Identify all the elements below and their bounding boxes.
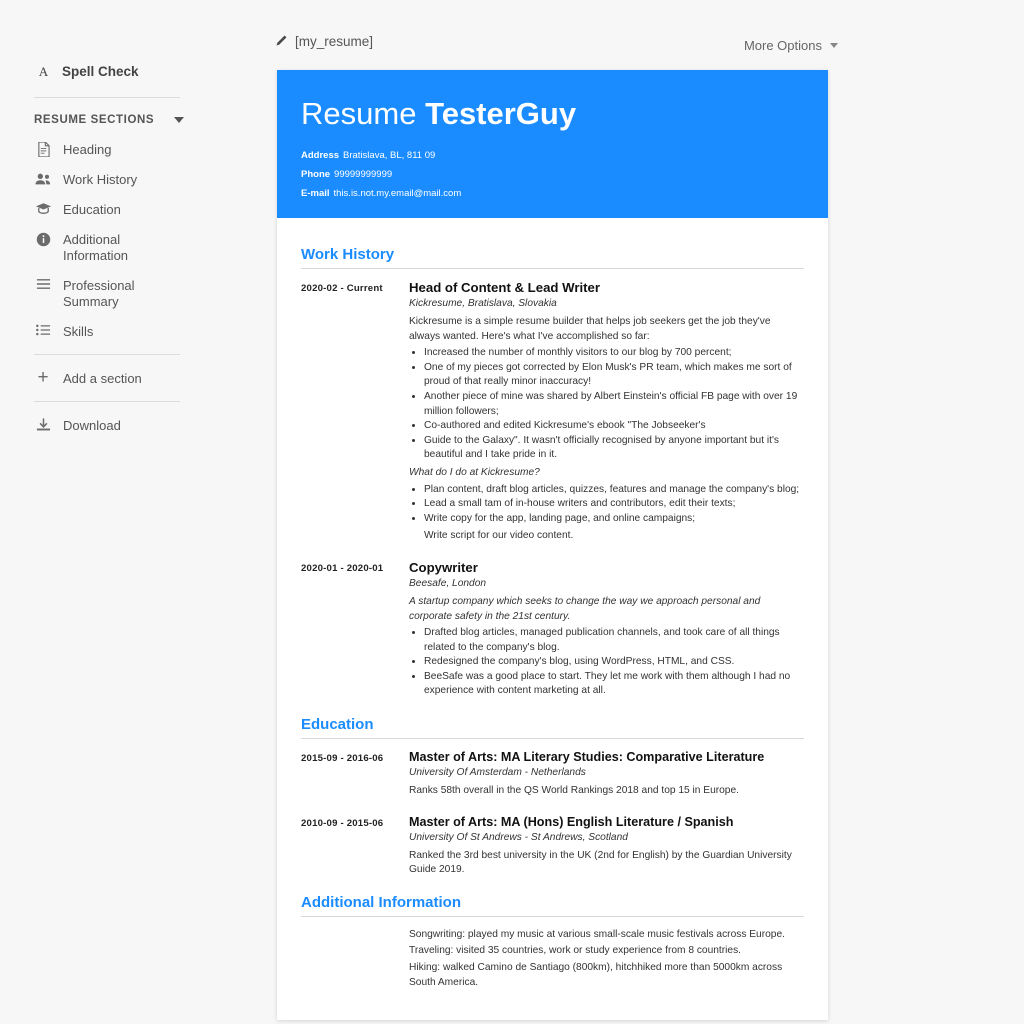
contact-address bbox=[301, 148, 804, 163]
download-button[interactable] bbox=[34, 418, 220, 434]
list-item: • Increased the number of monthly visitors to our blog by 700 percent; bbox=[424, 346, 804, 361]
more-options-label: More Options bbox=[743, 38, 822, 53]
sidebar bbox=[0, 0, 250, 1024]
resume-document[interactable] bbox=[277, 70, 828, 1020]
list-item: • Drafted blog articles, managed publication channels, and took care of all things related to the company's blog. bbox=[424, 626, 804, 655]
work-entry-subtitle: Beesafe, London bbox=[409, 577, 487, 589]
sidebar-item-work-history[interactable] bbox=[34, 172, 220, 188]
sidebar-item-heading[interactable] bbox=[34, 142, 220, 158]
section-heading-education: Education bbox=[301, 716, 804, 739]
work-entry-dates: 2020-01 - 2020-01 bbox=[301, 562, 384, 574]
list-item: • Plan content, draft blog articles, quizzes, features and manage the company's blog; bbox=[424, 483, 804, 498]
work-entry[interactable] bbox=[301, 280, 804, 546]
sidebar-item-label bbox=[63, 232, 128, 264]
topbar bbox=[250, 0, 1024, 70]
work-entry-bullets bbox=[409, 346, 804, 463]
education-entry-subtitle: University Of St Andrews - St Andrews, Scotland bbox=[409, 831, 628, 843]
pencil-icon bbox=[276, 34, 288, 49]
add-a-section-label: Add a section bbox=[63, 371, 142, 386]
sidebar-item-skills[interactable] bbox=[34, 324, 220, 340]
education-entry-subtitle: University Of Amsterdam - Netherlands bbox=[409, 767, 586, 779]
spell-check-button[interactable] bbox=[34, 64, 220, 79]
chevron-down-icon[interactable] bbox=[174, 117, 184, 123]
list-item: • BeeSafe was a good place to start. They let me work with them although I had no experience with content marketing at all. bbox=[424, 670, 804, 699]
sidebar-item-label bbox=[63, 278, 135, 310]
resume-body bbox=[277, 218, 828, 1020]
add-a-section-button[interactable] bbox=[34, 367, 220, 388]
list-item: • Write copy for the app, landing page, and online campaigns; bbox=[424, 512, 804, 527]
education-entry-dates: 2015-09 - 2016-06 bbox=[301, 753, 384, 765]
resume-header[interactable] bbox=[277, 70, 828, 218]
contact-value: this.is.not.my.email@mail.com bbox=[333, 188, 462, 199]
list-item: • Guide to the Galaxy". It wasn't officially recognised by anyone important but it's beautiful and I take pride in it. bbox=[424, 434, 804, 463]
education-entry-content bbox=[409, 815, 804, 880]
section-heading-work-history: Work History bbox=[301, 246, 804, 269]
download-icon bbox=[34, 418, 52, 432]
sidebar-item-label-line1: Professional bbox=[63, 278, 135, 293]
education-entry-title: Master of Arts: MA (Hons) English Literature / Spanish bbox=[409, 814, 734, 829]
document-icon bbox=[34, 142, 52, 157]
more-options-button[interactable] bbox=[744, 38, 838, 53]
education-entry-description: Ranked the 3rd best university in the UK (2nd for English) by the Guardian University Guide 2019. bbox=[409, 849, 792, 876]
contact-key: Address bbox=[301, 150, 340, 161]
education-entry-dates: 2010-09 - 2015-06 bbox=[301, 817, 384, 829]
contact-key: E-mail bbox=[301, 188, 330, 199]
education-entry-description: Ranks 58th overall in the QS World Rankings 2018 and top 15 in Europe. bbox=[409, 785, 739, 797]
work-entry-dates: 2020-02 - Current bbox=[301, 283, 383, 294]
additional-line: Songwriting: played my music at various small-scale music festivals across Europe. bbox=[409, 928, 785, 940]
list-item: • Co-authored and edited Kickresume's ebook "The Jobseeker's bbox=[424, 419, 804, 434]
sidebar-item-label: Work History bbox=[63, 172, 138, 187]
list-item: • Another piece of mine was shared by Albert Einstein's official FB page with over 19 million followers; bbox=[424, 390, 804, 419]
additional-information-content[interactable] bbox=[301, 928, 804, 990]
work-entry-intro: Kickresume is a simple resume builder that helps job seekers get the job they've always wanted. Here's what I've accomplished so far: bbox=[409, 316, 771, 342]
document-title-button[interactable] bbox=[276, 34, 373, 49]
info-icon bbox=[34, 232, 52, 247]
sidebar-item-label-line1: Additional bbox=[63, 232, 121, 247]
sidebar-divider-1 bbox=[34, 97, 180, 98]
lines-icon bbox=[34, 278, 52, 290]
resume-sections-header[interactable] bbox=[34, 114, 184, 126]
sidebar-item-professional-summary[interactable] bbox=[34, 278, 220, 310]
resume-name-light: Resume bbox=[301, 96, 417, 131]
education-entry-title: Master of Arts: MA Literary Studies: Comparative Literature bbox=[409, 750, 765, 765]
work-entry-title: Copywriter bbox=[409, 559, 478, 575]
additional-line: Hiking: walked Camino de Santiago (800km), hitchhiked more than 5000km across South America. bbox=[409, 962, 783, 988]
resume-name-bold: TesterGuy bbox=[425, 96, 577, 131]
work-entry-subtitle: Kickresume, Bratislava, Slovakia bbox=[409, 298, 557, 309]
work-entry-title: Head of Content & Lead Writer bbox=[409, 280, 600, 295]
section-heading-additional-information: Additional Information bbox=[301, 894, 804, 917]
list-item: • Lead a small tam of in-house writers and contributors, edit their texts; bbox=[424, 497, 804, 512]
chevron-down-icon bbox=[830, 43, 838, 48]
list-item: • Redesigned the company's blog, using WordPress, HTML, and CSS. bbox=[424, 655, 804, 670]
svg-text:A: A bbox=[38, 64, 48, 79]
education-entry[interactable] bbox=[301, 815, 804, 880]
resume-name bbox=[301, 96, 804, 132]
spell-check-label: Spell Check bbox=[62, 64, 139, 79]
resume-sections-label: RESUME SECTIONS bbox=[34, 114, 155, 126]
sidebar-divider-2 bbox=[34, 354, 180, 355]
sidebar-item-additional-information[interactable] bbox=[34, 232, 220, 264]
work-entry-bullets bbox=[409, 626, 804, 699]
sidebar-item-education[interactable] bbox=[34, 202, 220, 218]
list-item: • One of my pieces got corrected by Elon Musk's PR team, which makes me sort of proud of that really minor inaccuracy! bbox=[424, 361, 804, 390]
contact-key: Phone bbox=[301, 169, 331, 180]
letter-a-icon bbox=[34, 64, 52, 79]
people-icon bbox=[34, 172, 52, 186]
sidebar-divider-3 bbox=[34, 401, 180, 402]
work-entry-content bbox=[409, 560, 804, 702]
education-entry-content bbox=[409, 750, 804, 801]
education-entry[interactable] bbox=[301, 750, 804, 801]
sidebar-item-label: Education bbox=[63, 202, 121, 217]
contact-value: 99999999999 bbox=[334, 169, 393, 180]
work-entry-intro: A startup company which seeks to change the way we approach personal and corporate safety in the 21st century. bbox=[409, 595, 761, 622]
sidebar-item-label-line2: Summary bbox=[63, 294, 119, 309]
contact-value: Bratislava, BL, 811 09 bbox=[343, 150, 436, 161]
list-icon bbox=[34, 324, 52, 336]
additional-line: Traveling: visited 35 countries, work or study experience from 8 countries. bbox=[409, 945, 741, 957]
work-entry-content bbox=[409, 280, 804, 546]
graduation-cap-icon bbox=[34, 202, 52, 215]
work-entry-bullets-2 bbox=[409, 483, 804, 527]
plus-icon: + bbox=[37, 367, 49, 388]
sidebar-item-label-line2: Information bbox=[63, 248, 129, 263]
work-entry-mid-italic: What do I do at Kickresume? bbox=[409, 466, 540, 478]
document-title-label: [my_resume] bbox=[295, 34, 374, 49]
work-entry[interactable] bbox=[301, 560, 804, 702]
sidebar-item-label: Heading bbox=[63, 142, 112, 157]
contact-phone bbox=[301, 167, 804, 182]
contact-email bbox=[301, 186, 804, 201]
download-label: Download bbox=[63, 418, 121, 433]
sidebar-item-label: Skills bbox=[63, 324, 94, 339]
work-entry-tail: Write script for our video content. bbox=[424, 530, 574, 542]
